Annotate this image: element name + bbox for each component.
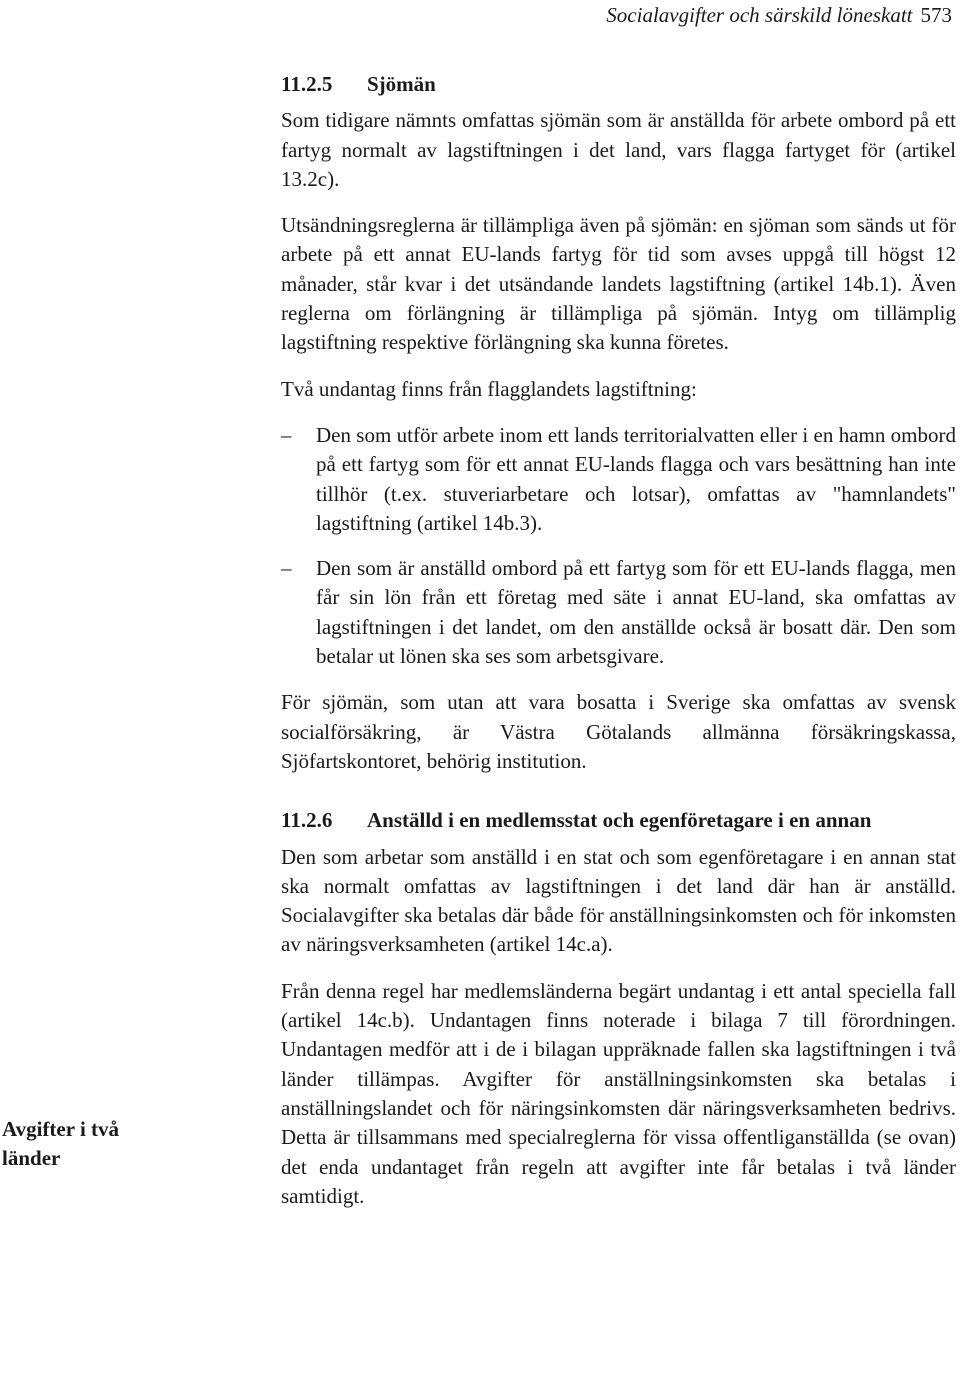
dash-bullet: – [281, 556, 292, 581]
section-number: 11.2.5 [281, 72, 333, 96]
section-title: Sjömän [367, 72, 436, 96]
running-title: Socialavgifter och särskild löneskatt [606, 3, 913, 27]
dash-bullet: – [281, 422, 292, 447]
paragraph: Två undantag finns från flagglandets lagstiftning: [281, 376, 697, 401]
section-title: Anställd i en medlemsstat och egenföretagare i en annan [367, 808, 872, 833]
section-number: 11.2.6 [281, 808, 333, 833]
section-heading-11-2-5 [281, 70, 956, 99]
list-item [281, 554, 956, 671]
section-heading-11-2-6 [281, 806, 956, 835]
running-header [606, 0, 952, 30]
main-text-column [281, 70, 956, 1228]
margin-note: Avgifter i två länder [2, 1117, 120, 1171]
paragraph: För sjömän, som utan att vara bosatta i Sverige ska omfattas av svensk socialförsäkring, är Västra Götalands allmänna försäkringskassa, Sjöfartskontoret, behörig institution. [281, 690, 956, 773]
paragraph: Från denna regel har medlemsländerna begärt undantag i ett antal speciella fall (artikel 14c.b). Undantagen finns noterade i bilaga 7 till förordningen. Undantagen medför att i de i bilagan uppräknade fallen ska lagstiftningen i två länder tillämpas. Avgifter för anställningsinkomsten ska betalas i anställningslandet och för näringsinkomsten där näringsverksamheten bedrivs. Detta är tillsammans med specialreglerna för vissa offentliganställda (se ovan) det enda undantaget från regeln att avgifter inte får betalas i två länder samtidigt. [281, 978, 956, 1208]
paragraph: Den som arbetar som anställd i en stat och som egenföretagare i en annan stat ska normalt omfattas av lagstiftningen i det land där han är anställd. Socialavgifter ska betalas där både för anställningsinkomsten och för inkomsten av näringsverksamheten (artikel 14c.a). [281, 844, 956, 957]
list-item-text: Den som utför arbete inom ett lands territorialvatten eller i en hamn ombord på ett fartyg som för ett annat EU-lands flagga och vars besättning han inte tillhör (t.ex. stuveriarbetare och lotsar), omfattas av "hamnlandets" lagstiftning (artikel 14b.3). [316, 422, 956, 535]
list-item [281, 421, 956, 538]
paragraph: Som tidigare nämnts omfattas sjömän som är anställda för arbete ombord på ett fartyg normalt av lagstiftningen i det land, vars flagga fartyget för (artikel 13.2c). [281, 108, 956, 191]
exception-list [281, 421, 956, 671]
page-number: 573 [920, 3, 952, 27]
list-item-text: Den som är anställd ombord på ett fartyg som för ett EU-lands flagga, men får sin lön från ett företag med säte i annat EU-land, ska omfattas av lagstiftningen i det landet, om den anställde också är bosatt där. Den som betalar ut lönen ska ses som arbetsgivare. [316, 556, 956, 669]
paragraph: Utsändningsreglerna är tillämpliga även på sjömän: en sjöman som sänds ut för arbete på ett annat EU-lands fartyg för tid som avses uppgå till högst 12 månader, står kvar i det utsändande landets lagstiftning (artikel 14b.1). Även reglerna om förlängning är tillämpliga på sjömän. Intyg om tillämplig lagstiftning respektive förlängning ska kunna företes. [281, 213, 956, 355]
